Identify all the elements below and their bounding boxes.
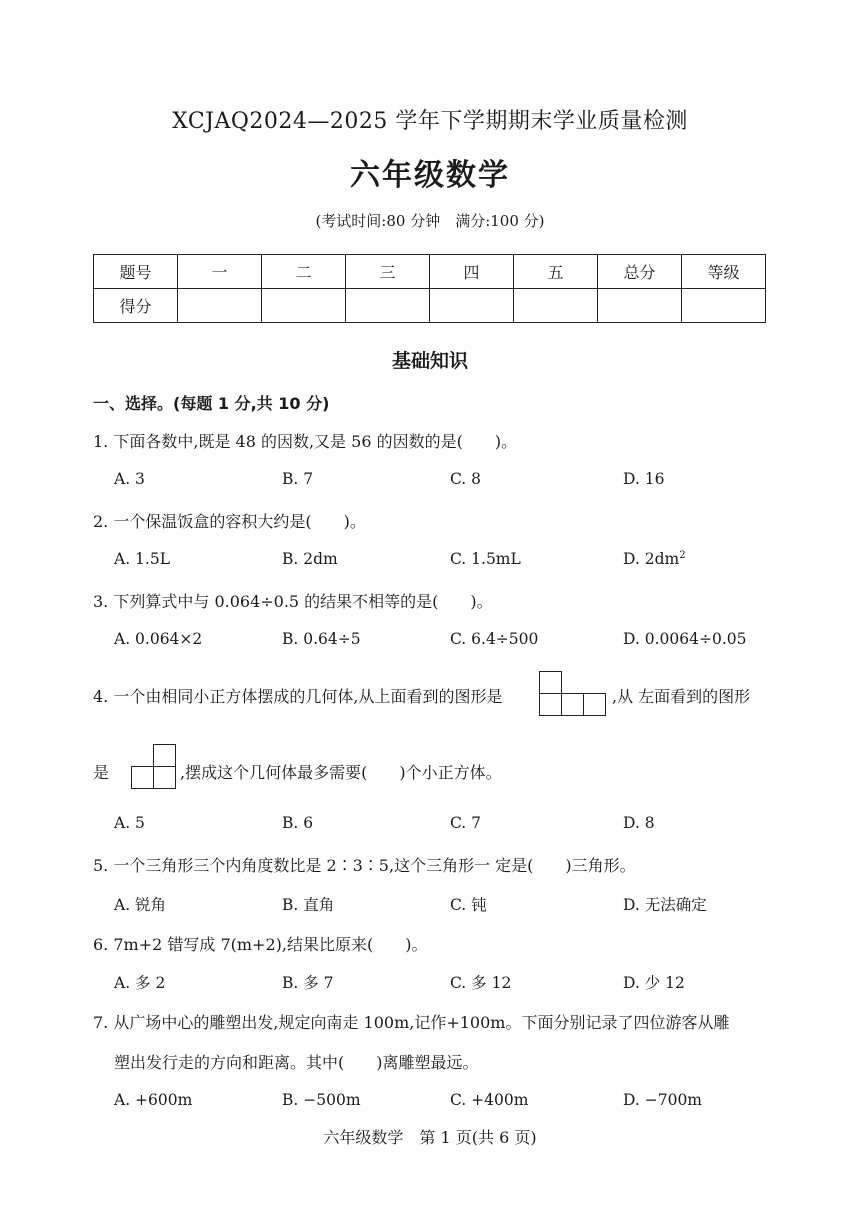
square-cell <box>561 693 584 716</box>
question-7-line-1: 7. 从广场中心的雕塑出发,规定向南走 100m,记作+100m。下面分别记录了四位游客从雕 <box>93 1013 730 1032</box>
subject-title: 六年级数学 <box>350 158 510 193</box>
question-7-line-2: 塑出发行走的方向和距离。其中( )离雕塑最远。 <box>114 1053 479 1072</box>
q5-option-b: B. 直角 <box>282 896 335 914</box>
q1-option-c: C. 8 <box>450 470 482 488</box>
q1-option-b: B. 7 <box>282 470 314 488</box>
question-4-line-1b: ,从 左面看到的图形 <box>612 687 751 706</box>
score-table-header-row <box>94 255 766 289</box>
q5-option-a: A. 锐角 <box>114 896 167 914</box>
score-blank-cell <box>346 289 430 323</box>
score-blank-cell <box>262 289 346 323</box>
exam-info: (考试时间:80 分钟 满分:100 分) <box>315 212 545 230</box>
section-title: 基础知识 <box>391 350 468 372</box>
q3-option-a: A. 0.064×2 <box>114 630 203 648</box>
score-row-label: 得分 <box>94 289 178 323</box>
question-1: 1. 下面各数中,既是 48 的因数,又是 56 的因数的是( )。 <box>93 432 518 451</box>
q2-option-d-superscript: 2 <box>679 550 686 561</box>
score-blank-cell <box>514 289 598 323</box>
part-heading: 一、选择。(每题 1 分,共 10 分) <box>93 394 330 413</box>
q2-option-b: B. 2dm <box>282 550 338 568</box>
question-5: 5. 一个三角形三个内角度数比是 2∶3∶5,这个三角形一 定是( )三角形。 <box>93 856 636 875</box>
score-cell: 等级 <box>682 255 766 289</box>
score-cell: 三 <box>346 255 430 289</box>
score-cell: 四 <box>430 255 514 289</box>
top-view-figure <box>539 671 609 717</box>
square-cell <box>539 671 562 694</box>
q1-option-a: A. 3 <box>114 470 145 488</box>
question-4-line-2a: 是 <box>93 763 110 782</box>
score-blank-cell <box>682 289 766 323</box>
question-3: 3. 下列算式中与 0.064÷0.5 的结果不相等的是( )。 <box>93 592 493 611</box>
q6-option-a: A. 多 2 <box>114 974 166 992</box>
q7-option-c: C. +400m <box>450 1091 529 1109</box>
square-cell <box>583 693 606 716</box>
q6-option-b: B. 多 7 <box>282 974 334 992</box>
q3-option-c: C. 6.4÷500 <box>450 630 539 648</box>
q1-option-d: D. 16 <box>623 470 665 488</box>
score-cell: 一 <box>178 255 262 289</box>
score-blank-cell <box>178 289 262 323</box>
q2-option-d <box>623 550 686 568</box>
q2-option-d-text: D. 2dm <box>623 550 680 569</box>
score-table <box>93 254 766 323</box>
left-view-figure <box>131 744 179 790</box>
score-cell: 题号 <box>94 255 178 289</box>
q5-option-d: D. 无法确定 <box>623 896 707 914</box>
q7-option-a: A. +600m <box>114 1091 193 1109</box>
q3-option-b: B. 0.64÷5 <box>282 630 361 648</box>
score-cell: 二 <box>262 255 346 289</box>
q7-option-b: B. −500m <box>282 1091 361 1109</box>
page-footer: 六年级数学 第 1 页(共 6 页) <box>323 1128 537 1147</box>
q5-option-c: C. 钝 <box>450 896 487 914</box>
square-cell <box>153 766 176 789</box>
score-blank-cell <box>430 289 514 323</box>
q4-option-d: D. 8 <box>623 814 655 832</box>
score-cell: 总分 <box>598 255 682 289</box>
q2-option-c: C. 1.5mL <box>450 550 521 568</box>
square-cell <box>131 766 154 789</box>
q6-option-d: D. 少 12 <box>623 974 685 992</box>
q2-option-a: A. 1.5L <box>114 550 170 568</box>
exam-header-title: XCJAQ2024—2025 学年下学期期末学业质量检测 <box>172 109 688 134</box>
q4-option-a: A. 5 <box>114 814 145 832</box>
q3-option-d: D. 0.0064÷0.05 <box>623 630 747 648</box>
q6-option-c: C. 多 12 <box>450 974 512 992</box>
question-6: 6. 7m+2 错写成 7(m+2),结果比原来( )。 <box>93 935 428 954</box>
q4-option-b: B. 6 <box>282 814 314 832</box>
question-4-line-2b: ,摆成这个几何体最多需要( )个小正方体。 <box>180 763 502 782</box>
score-blank-cell <box>598 289 682 323</box>
question-4-line-1a: 4. 一个由相同小正方体摆成的几何体,从上面看到的图形是 <box>93 687 503 706</box>
q4-option-c: C. 7 <box>450 814 482 832</box>
square-cell <box>539 693 562 716</box>
score-table-score-row <box>94 289 766 323</box>
score-cell: 五 <box>514 255 598 289</box>
square-cell <box>153 744 176 767</box>
question-2: 2. 一个保温饭盒的容积大约是( )。 <box>93 512 366 531</box>
q7-option-d: D. −700m <box>623 1091 702 1109</box>
